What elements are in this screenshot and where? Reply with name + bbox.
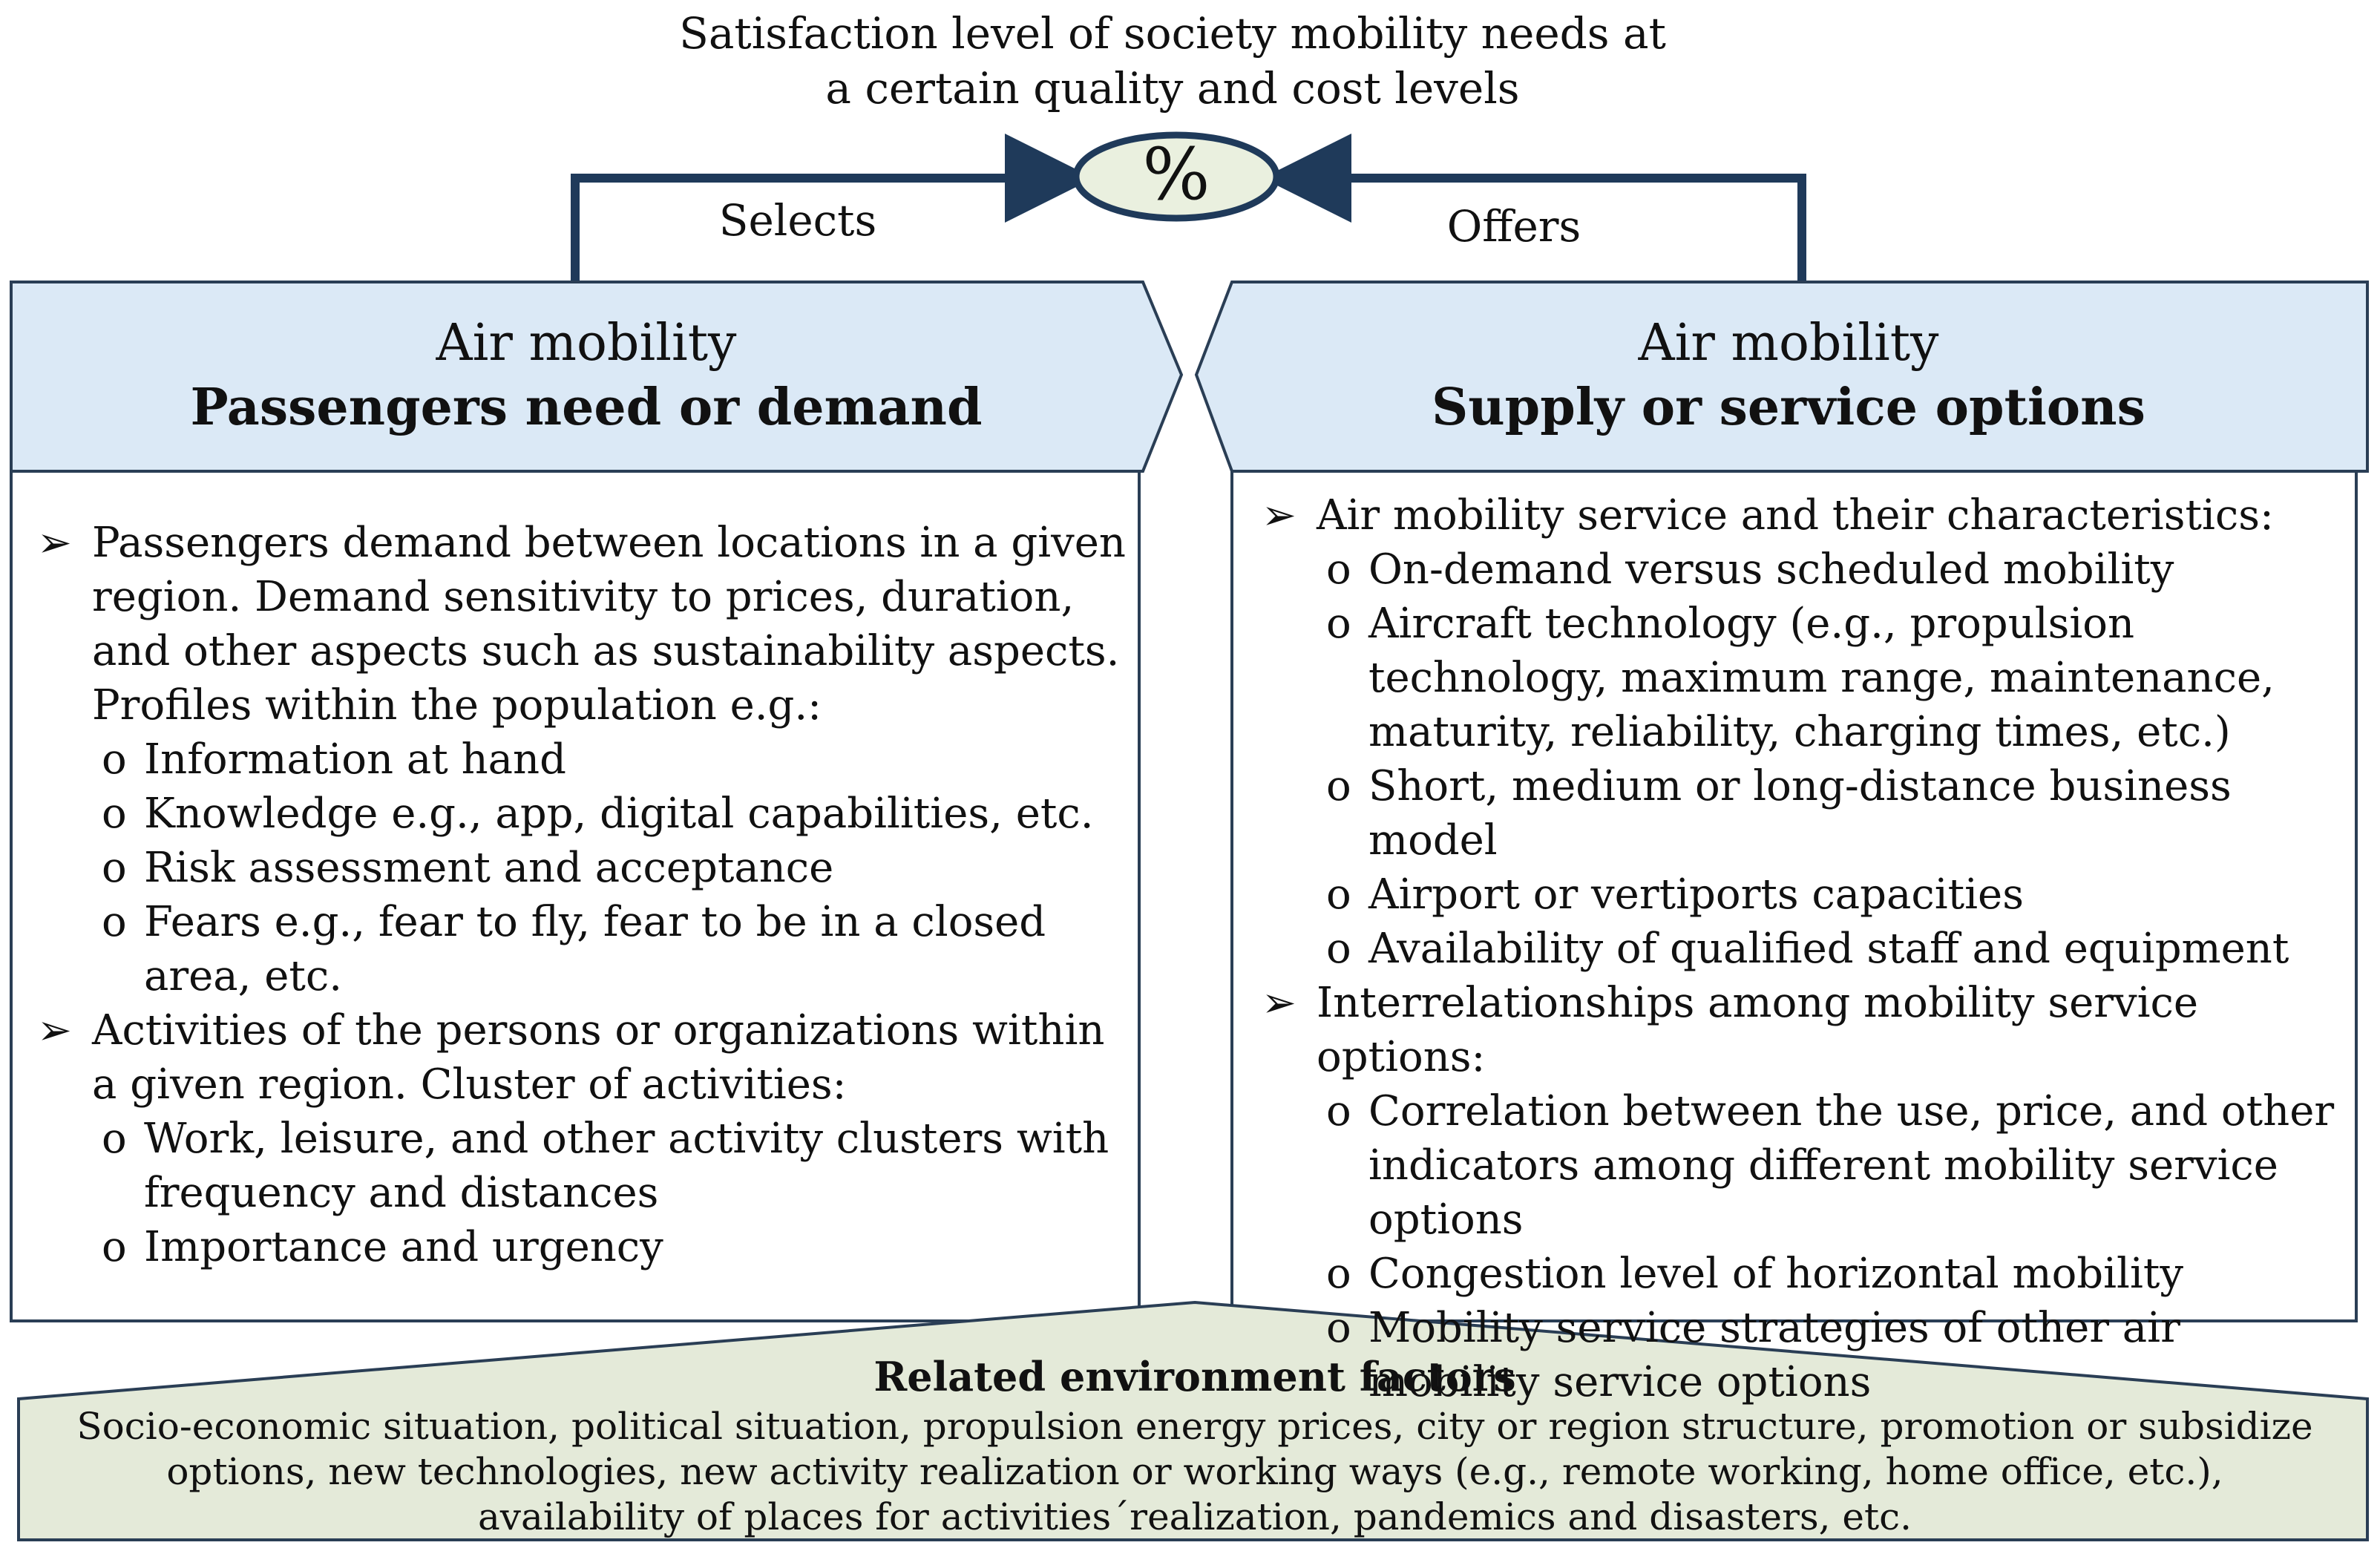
list-item-text: Activities of the persons or organizations within a given region. Cluster of activities: (92, 1006, 1105, 1109)
right-panel-title-line2: Supply or service options (1432, 378, 2145, 437)
list-item (1239, 976, 2360, 1409)
right-panel-title-line1: Air mobility (1638, 314, 1939, 373)
right-panel-list (1239, 488, 2360, 1409)
selects-label: Selects (718, 195, 877, 246)
left-panel-title-line1: Air mobility (436, 314, 737, 373)
sub-list-item: o Mobility service strategies of other air mobility service options (1239, 1301, 2360, 1409)
sub-list-item: o Airport or vertiports capacities (1239, 868, 2360, 922)
list-item-text: Interrelationships among mobility service options: (1317, 979, 2199, 1081)
list-item (15, 516, 1128, 1003)
left-panel-header (15, 312, 1158, 439)
sub-list-item: o Aircraft technology (e.g., propulsion technology, maximum range, maintenance, maturity, reliability, charging times, etc.) (1239, 597, 2360, 759)
list-item-text: Passengers demand between locations in a given region. Demand sensitivity to prices, duration, and other aspects such as sustainability aspects. Profiles within the population e.g.: (92, 519, 1126, 729)
sub-list-item: o Short, medium or long-distance business model (1239, 759, 2360, 868)
list-item-text: Air mobility service and their characteristics: (1317, 491, 2274, 540)
sub-list-item: o Risk assessment and acceptance (15, 841, 1128, 895)
percent-symbol: % (1142, 133, 1210, 216)
left-panel-title-line2: Passengers need or demand (190, 378, 983, 437)
offers-label: Offers (1446, 201, 1581, 252)
left-panel-list (15, 516, 1128, 1274)
top-caption-line1: Satisfaction level of society mobility needs at (679, 8, 1666, 59)
sub-list-item: o Congestion level of horizontal mobility (1239, 1247, 2360, 1301)
sub-list-item: o On-demand versus scheduled mobility (1239, 542, 2360, 597)
environment-text: Socio-economic situation, political situation, propulsion energy prices, city or region structure, promotion or subsidize options, new technologies, new activity realization or working ways (e.g., remote working, home office, etc.), availability of places for activities´realization, pandemics and disasters, etc. (76, 1405, 2313, 1538)
list-item (15, 1003, 1128, 1274)
top-caption-line2: a certain quality and cost levels (825, 63, 1520, 114)
sub-list-item: o Work, leisure, and other activity clusters with frequency and distances (15, 1112, 1128, 1220)
list-item (1239, 488, 2360, 976)
sub-list-item: o Importance and urgency (15, 1220, 1128, 1274)
right-panel-header (1217, 312, 2360, 439)
top-caption (519, 6, 1826, 116)
sub-list-item: o Fears e.g., fear to fly, fear to be in a closed area, etc. (15, 895, 1128, 1003)
environment-title: Related environment factors (873, 1353, 1516, 1400)
sub-list-item: o Correlation between the use, price, and other indicators among different mobility service options (1239, 1084, 2360, 1247)
sub-list-item: o Availability of qualified staff and equipment (1239, 922, 2360, 976)
sub-list-item: o Information at hand (15, 732, 1128, 787)
sub-list-item: o Knowledge e.g., app, digital capabilities, etc. (15, 787, 1128, 841)
